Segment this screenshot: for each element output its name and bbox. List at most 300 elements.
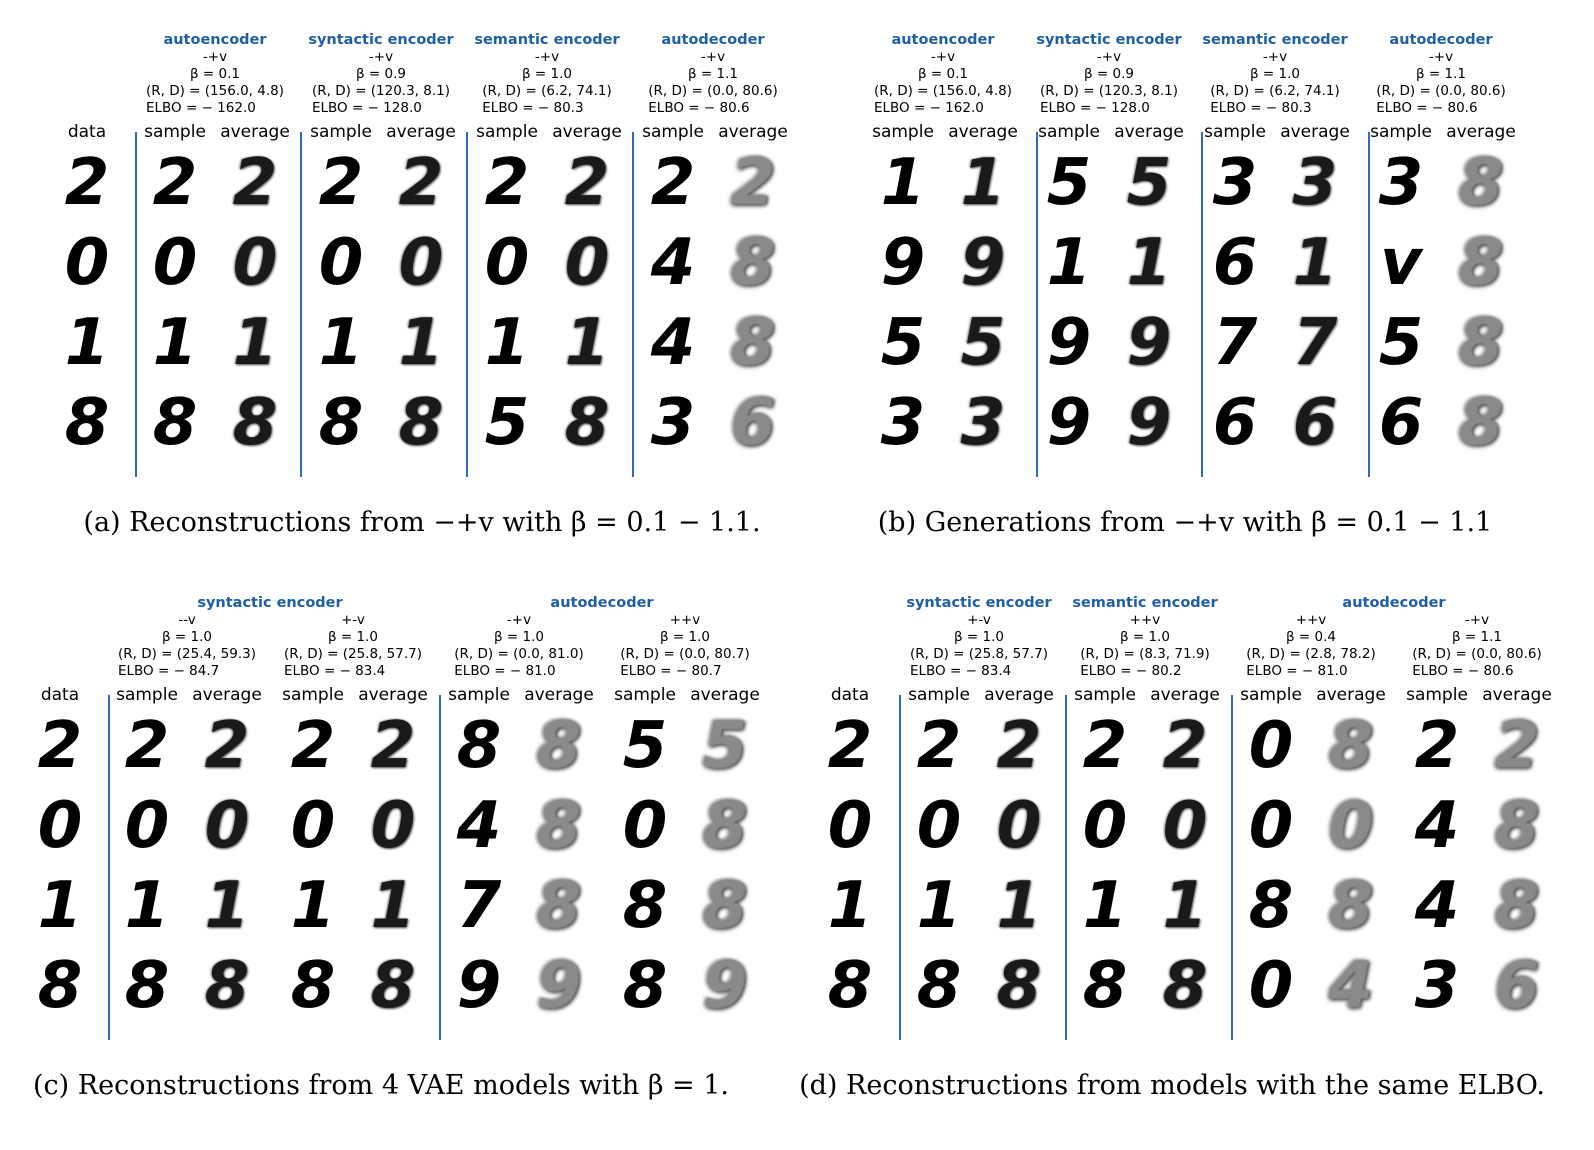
column-header-average: average <box>1446 122 1516 142</box>
column-header-average: average <box>948 122 1018 142</box>
digit-glyph: 6 <box>1212 226 1258 300</box>
average-digit <box>1315 950 1387 1022</box>
model-title: syntactic encoder <box>308 32 454 48</box>
average-digit <box>1149 790 1221 862</box>
sample-digit <box>139 227 211 299</box>
column-header-sample: sample <box>282 685 344 705</box>
average-digit <box>983 950 1055 1022</box>
digit-glyph: 5 <box>960 306 1006 380</box>
digit-glyph: 9 <box>960 226 1006 300</box>
meta-elbo: ELBO = − 80.3 <box>482 100 584 116</box>
digit-glyph: 1 <box>204 869 250 943</box>
digit-glyph: 0 <box>827 789 873 863</box>
digit-glyph: 1 <box>916 869 962 943</box>
average-digit <box>1315 790 1387 862</box>
digit-glyph: 5 <box>1378 306 1424 380</box>
group-divider <box>135 132 137 477</box>
meta-variant: -+v <box>1428 49 1454 65</box>
average-digit <box>551 307 623 379</box>
sample-digit <box>1235 710 1307 782</box>
model-metadata <box>284 612 422 680</box>
digit-glyph: 5 <box>484 386 530 460</box>
digit-glyph: 5 <box>1126 146 1172 220</box>
sample-digit <box>1199 387 1271 459</box>
column-header-sample: sample <box>310 122 372 142</box>
digit-glyph: 8 <box>536 789 582 863</box>
meta-elbo: ELBO = − 83.4 <box>909 663 1012 679</box>
meta-variant: -+v <box>202 49 228 65</box>
digit-glyph: 0 <box>1248 709 1294 783</box>
digit-glyph: 6 <box>1494 949 1540 1023</box>
average-digit <box>219 387 291 459</box>
digit-glyph: 0 <box>484 226 530 300</box>
digit-glyph: 5 <box>702 709 748 783</box>
model-metadata <box>1210 49 1339 117</box>
digit-glyph: 1 <box>318 306 364 380</box>
average-digit <box>717 387 789 459</box>
model-metadata <box>146 49 284 117</box>
meta-beta: β = 1.0 <box>494 629 544 645</box>
meta-variant: ++v <box>669 612 701 628</box>
group-divider <box>466 132 468 477</box>
sample-digit <box>1235 950 1307 1022</box>
digit-glyph: 8 <box>1458 226 1504 300</box>
digit-glyph: 0 <box>37 789 83 863</box>
data-digit <box>51 227 123 299</box>
meta-elbo: ELBO = − 162.0 <box>145 100 256 116</box>
digit-glyph: 0 <box>370 789 416 863</box>
sample-digit <box>277 710 349 782</box>
digit-glyph: 1 <box>484 306 530 380</box>
average-digit <box>689 790 761 862</box>
digit-glyph: 0 <box>916 789 962 863</box>
model-metadata <box>1040 49 1178 117</box>
average-digit <box>717 307 789 379</box>
panel-caption: (b) Generations from −+v with β = 0.1 − 1.1 <box>877 507 1493 538</box>
average-digit <box>1149 870 1221 942</box>
meta-rd: (R, D) = (0.0, 80.7) <box>620 646 750 662</box>
sample-digit <box>1199 227 1271 299</box>
digit-glyph: 0 <box>1248 789 1294 863</box>
sample-digit <box>1365 227 1437 299</box>
column-header-average: average <box>358 685 428 705</box>
sample-digit <box>867 227 939 299</box>
sample-digit <box>1365 387 1437 459</box>
meta-elbo: ELBO = − 81.0 <box>454 663 556 679</box>
average-digit <box>1113 227 1185 299</box>
sample-digit <box>277 790 349 862</box>
digit-glyph: 0 <box>1082 789 1128 863</box>
meta-beta: β = 1.0 <box>328 629 378 645</box>
model-group-title: autodecoder <box>550 595 654 611</box>
average-digit <box>219 307 291 379</box>
digit-glyph: 3 <box>880 386 926 460</box>
column-header-sample: sample <box>1038 122 1100 142</box>
sample-digit <box>471 227 543 299</box>
digit-glyph: 8 <box>152 386 198 460</box>
average-digit <box>1481 870 1553 942</box>
digit-glyph: 9 <box>880 226 926 300</box>
sample-digit <box>637 387 709 459</box>
meta-variant: -+v <box>368 49 394 65</box>
digit-glyph: 2 <box>290 709 336 783</box>
average-digit <box>191 710 263 782</box>
sample-digit <box>1069 710 1141 782</box>
sample-digit <box>305 227 377 299</box>
meta-rd: (R, D) = (120.3, 8.1) <box>311 83 451 99</box>
average-digit <box>523 790 595 862</box>
digit-glyph: 1 <box>37 869 83 943</box>
digit-glyph: 8 <box>204 949 250 1023</box>
average-digit <box>1113 387 1185 459</box>
digit-glyph: 1 <box>64 306 110 380</box>
average-digit <box>717 227 789 299</box>
sample-digit <box>1401 870 1473 942</box>
average-digit <box>385 147 457 219</box>
average-digit <box>983 710 1055 782</box>
digit-glyph: 7 <box>1292 306 1338 380</box>
sample-digit <box>471 387 543 459</box>
meta-beta: β = 0.9 <box>1084 66 1134 82</box>
sample-digit <box>1199 307 1271 379</box>
model-title: autodecoder <box>661 32 765 48</box>
average-digit <box>551 147 623 219</box>
model-metadata <box>1246 612 1375 680</box>
meta-rd: (R, D) = (0.0, 80.6) <box>1376 83 1506 99</box>
average-digit <box>689 870 761 942</box>
sample-digit <box>305 147 377 219</box>
digit-glyph: 9 <box>1046 306 1092 380</box>
digit-glyph: 8 <box>1494 869 1540 943</box>
column-header-average: average <box>524 685 594 705</box>
digit-glyph: 1 <box>1126 226 1172 300</box>
digit-glyph: 0 <box>564 226 610 300</box>
digit-glyph: 2 <box>1082 709 1128 783</box>
sample-digit <box>277 870 349 942</box>
digit-glyph: 2 <box>827 709 873 783</box>
digit-glyph: 8 <box>1458 306 1504 380</box>
data-digit <box>51 387 123 459</box>
average-digit <box>1445 307 1517 379</box>
sample-digit <box>609 790 681 862</box>
model-group-title: syntactic encoder <box>197 595 343 611</box>
sample-digit <box>1033 307 1105 379</box>
digit-glyph: 8 <box>1328 869 1374 943</box>
data-digit <box>24 950 96 1022</box>
meta-rd: (R, D) = (2.8, 78.2) <box>1246 646 1376 662</box>
average-digit <box>385 307 457 379</box>
sample-digit <box>1033 387 1105 459</box>
average-digit <box>1279 147 1351 219</box>
digit-glyph: 8 <box>1458 146 1504 220</box>
column-header-sample: sample <box>908 685 970 705</box>
meta-elbo: ELBO = − 80.6 <box>648 100 750 116</box>
average-digit <box>1279 387 1351 459</box>
digit-glyph: 8 <box>1248 869 1294 943</box>
column-header-average: average <box>1316 685 1386 705</box>
digit-glyph: 1 <box>1082 869 1128 943</box>
meta-rd: (R, D) = (120.3, 8.1) <box>1039 83 1179 99</box>
column-header-average: average <box>386 122 456 142</box>
model-title: semantic encoder <box>1202 32 1348 48</box>
digit-glyph: 0 <box>1248 949 1294 1023</box>
meta-elbo: ELBO = − 81.0 <box>1246 663 1348 679</box>
digit-glyph: 8 <box>1162 949 1208 1023</box>
digit-glyph: 1 <box>398 306 444 380</box>
digit-glyph: 2 <box>564 146 610 220</box>
meta-beta: β = 1.0 <box>1250 66 1300 82</box>
sample-digit <box>609 870 681 942</box>
average-digit <box>1149 710 1221 782</box>
digit-glyph: 0 <box>1162 789 1208 863</box>
model-title: syntactic encoder <box>1036 32 1182 48</box>
sample-digit <box>111 790 183 862</box>
meta-beta: β = 0.4 <box>1286 629 1336 645</box>
digit-glyph: 6 <box>1292 386 1338 460</box>
model-group-title: autodecoder <box>1342 595 1446 611</box>
digit-glyph: 8 <box>702 789 748 863</box>
average-digit <box>357 710 429 782</box>
digit-glyph: 8 <box>730 306 776 380</box>
column-header-sample: sample <box>642 122 704 142</box>
column-header-average: average <box>1482 685 1552 705</box>
average-digit <box>551 227 623 299</box>
average-digit <box>1445 387 1517 459</box>
digit-glyph: 8 <box>37 949 83 1023</box>
column-header-average: average <box>552 122 622 142</box>
meta-variant: +-v <box>967 612 991 628</box>
average-digit <box>1149 950 1221 1022</box>
column-header-sample: sample <box>144 122 206 142</box>
digit-glyph: 8 <box>536 869 582 943</box>
digit-glyph: 2 <box>996 709 1042 783</box>
meta-variant: +-v <box>341 612 365 628</box>
column-header-data: data <box>830 685 870 705</box>
sample-digit <box>637 227 709 299</box>
digit-glyph: 9 <box>702 949 748 1023</box>
average-digit <box>191 950 263 1022</box>
digit-glyph: 0 <box>290 789 336 863</box>
column-header-average: average <box>1114 122 1184 142</box>
meta-beta: β = 1.0 <box>522 66 572 82</box>
digit-glyph: 8 <box>996 949 1042 1023</box>
digit-glyph: 2 <box>1494 709 1540 783</box>
digit-glyph: 2 <box>204 709 250 783</box>
average-digit <box>1113 307 1185 379</box>
meta-variant: ++v <box>1295 612 1327 628</box>
digit-glyph: 5 <box>880 306 926 380</box>
average-digit <box>1279 307 1351 379</box>
digit-glyph: 3 <box>1212 146 1258 220</box>
sample-digit <box>277 950 349 1022</box>
average-digit <box>717 147 789 219</box>
meta-elbo: ELBO = − 84.7 <box>117 663 220 679</box>
meta-variant: -+v <box>534 49 560 65</box>
average-digit <box>385 227 457 299</box>
meta-rd: (R, D) = (156.0, 4.8) <box>145 83 285 99</box>
column-header-sample: sample <box>1204 122 1266 142</box>
model-metadata <box>1412 612 1541 680</box>
sample-digit <box>111 870 183 942</box>
data-digit <box>814 950 886 1022</box>
digit-glyph: 1 <box>1292 226 1338 300</box>
average-digit <box>385 387 457 459</box>
meta-beta: β = 1.1 <box>688 66 738 82</box>
digit-glyph: 0 <box>318 226 364 300</box>
digit-glyph: 4 <box>1414 869 1460 943</box>
column-header-data: data <box>40 685 80 705</box>
sample-digit <box>1401 950 1473 1022</box>
average-digit <box>983 870 1055 942</box>
digit-glyph: 0 <box>124 789 170 863</box>
average-digit <box>1481 710 1553 782</box>
average-digit <box>1315 870 1387 942</box>
data-digit <box>51 307 123 379</box>
digit-glyph: 6 <box>1378 386 1424 460</box>
sample-digit <box>305 307 377 379</box>
sample-digit <box>609 950 681 1022</box>
digit-glyph: 9 <box>1126 386 1172 460</box>
column-header-sample: sample <box>116 685 178 705</box>
digit-glyph: 7 <box>456 869 502 943</box>
digit-glyph: 8 <box>370 949 416 1023</box>
digit-glyph: 3 <box>1292 146 1338 220</box>
digit-glyph: 1 <box>564 306 610 380</box>
meta-elbo: ELBO = − 128.0 <box>1039 100 1150 116</box>
data-digit <box>814 710 886 782</box>
digit-glyph: 1 <box>370 869 416 943</box>
sample-digit <box>867 307 939 379</box>
digit-glyph: 8 <box>622 949 668 1023</box>
sample-digit <box>1199 147 1271 219</box>
column-header-sample: sample <box>1370 122 1432 142</box>
digit-glyph: 4 <box>1414 789 1460 863</box>
meta-variant: -+v <box>1262 49 1288 65</box>
model-title: semantic encoder <box>474 32 620 48</box>
digit-glyph: 8 <box>536 709 582 783</box>
average-digit <box>191 790 263 862</box>
digit-glyph: 9 <box>1046 386 1092 460</box>
meta-elbo: ELBO = − 162.0 <box>873 100 984 116</box>
sample-digit <box>139 147 211 219</box>
digit-glyph: 2 <box>916 709 962 783</box>
sample-digit <box>1235 870 1307 942</box>
group-divider <box>1368 132 1370 477</box>
digit-glyph: 5 <box>622 709 668 783</box>
average-digit <box>357 790 429 862</box>
column-header-average: average <box>1150 685 1220 705</box>
average-digit <box>523 870 595 942</box>
digit-glyph: 1 <box>827 869 873 943</box>
digit-glyph: 1 <box>996 869 1042 943</box>
column-header-average: average <box>718 122 788 142</box>
average-digit <box>947 307 1019 379</box>
meta-rd: (R, D) = (156.0, 4.8) <box>873 83 1013 99</box>
sample-digit <box>1033 227 1105 299</box>
panel-caption: (d) Reconstructions from models with the same ELBO. <box>799 1070 1545 1101</box>
average-digit <box>947 147 1019 219</box>
sample-digit <box>1069 950 1141 1022</box>
digit-glyph: 8 <box>232 386 278 460</box>
digit-glyph: 2 <box>152 146 198 220</box>
model-title: autoencoder <box>891 32 995 48</box>
digit-glyph: 1 <box>880 146 926 220</box>
meta-elbo: ELBO = − 80.7 <box>620 663 722 679</box>
digit-glyph: 3 <box>1414 949 1460 1023</box>
average-digit <box>1481 790 1553 862</box>
column-header-average: average <box>690 685 760 705</box>
group-divider <box>439 695 441 1040</box>
sample-digit <box>443 710 515 782</box>
column-header-average: average <box>1280 122 1350 142</box>
digit-glyph: 1 <box>960 146 1006 220</box>
meta-variant: -+v <box>1096 49 1122 65</box>
model-metadata <box>620 612 749 680</box>
panel-caption: (c) Reconstructions from 4 VAE models with β = 1. <box>32 1070 730 1101</box>
sample-digit <box>111 950 183 1022</box>
group-divider <box>1201 132 1203 477</box>
digit-glyph: 2 <box>398 146 444 220</box>
digit-glyph: 0 <box>996 789 1042 863</box>
digit-glyph: 3 <box>1378 146 1424 220</box>
group-divider <box>1231 695 1233 1040</box>
column-header-average: average <box>984 685 1054 705</box>
model-metadata <box>1080 612 1209 680</box>
meta-rd: (R, D) = (8.3, 71.9) <box>1080 646 1210 662</box>
model-metadata <box>118 612 256 680</box>
group-divider <box>108 695 110 1040</box>
model-title: autodecoder <box>1389 32 1493 48</box>
model-metadata <box>910 612 1048 680</box>
sample-digit <box>139 307 211 379</box>
average-digit <box>1445 227 1517 299</box>
meta-rd: (R, D) = (25.8, 57.7) <box>909 646 1049 662</box>
meta-variant: ++v <box>1129 612 1161 628</box>
digit-glyph: 0 <box>1328 789 1374 863</box>
sample-digit <box>443 870 515 942</box>
sample-digit <box>139 387 211 459</box>
digit-glyph: 4 <box>650 306 696 380</box>
model-metadata <box>312 49 450 117</box>
meta-variant: --v <box>178 612 196 628</box>
digit-glyph: 8 <box>1082 949 1128 1023</box>
meta-rd: (R, D) = (25.8, 57.7) <box>283 646 423 662</box>
digit-glyph: 0 <box>232 226 278 300</box>
digit-glyph: 0 <box>398 226 444 300</box>
digit-glyph: 9 <box>1126 306 1172 380</box>
model-metadata <box>1376 49 1505 117</box>
digit-glyph: 8 <box>456 709 502 783</box>
meta-elbo: ELBO = − 83.4 <box>283 663 386 679</box>
sample-digit <box>1365 307 1437 379</box>
meta-rd: (R, D) = (0.0, 80.6) <box>648 83 778 99</box>
digit-glyph: 9 <box>536 949 582 1023</box>
digit-glyph: 2 <box>37 709 83 783</box>
sample-digit <box>867 387 939 459</box>
model-metadata <box>648 49 777 117</box>
digit-glyph: 0 <box>152 226 198 300</box>
digit-glyph: 0 <box>622 789 668 863</box>
column-header-sample: sample <box>872 122 934 142</box>
digit-glyph: 1 <box>232 306 278 380</box>
average-digit <box>523 950 595 1022</box>
sample-digit <box>903 710 975 782</box>
column-header-average: average <box>192 685 262 705</box>
column-header-sample: sample <box>448 685 510 705</box>
meta-elbo: ELBO = − 80.2 <box>1080 663 1182 679</box>
average-digit <box>947 387 1019 459</box>
digit-glyph: 8 <box>827 949 873 1023</box>
